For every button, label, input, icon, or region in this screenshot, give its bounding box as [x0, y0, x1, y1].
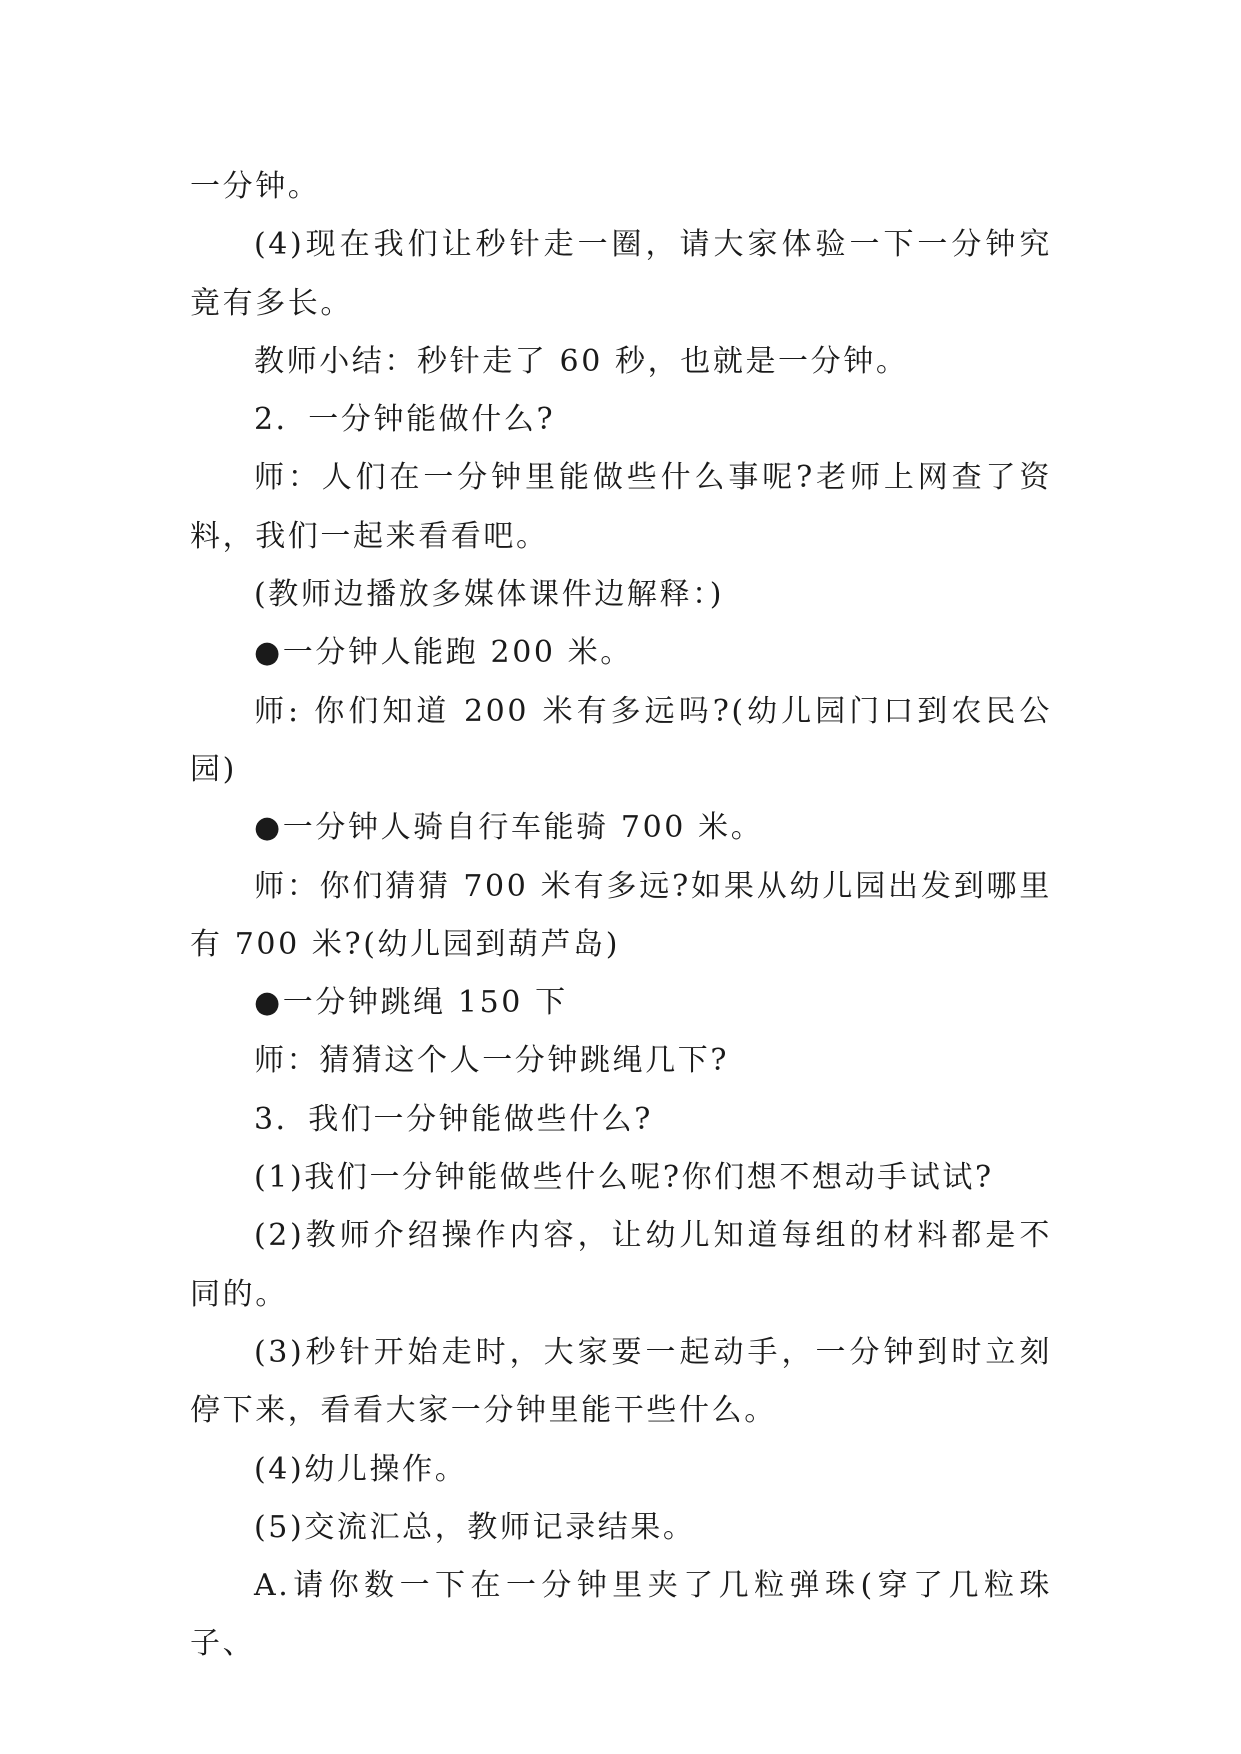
- paragraph: (3)秒针开始走时，大家要一起动手，一分钟到时立刻停下来，看看大家一分钟里能干些什么。: [190, 1334, 1052, 1429]
- paragraph: (1)我们一分钟能做些什么呢?你们想不想动手试试?: [254, 1160, 994, 1196]
- section-heading: 3．我们一分钟能做些什么?: [254, 1101, 653, 1137]
- paragraph: 师：人们在一分钟里能做些什么事呢?老师上网查了资料，我们一起来看看吧。: [190, 460, 1052, 554]
- paragraph: (4)现在我们让秒针走一圈，请大家体验一下一分钟究竟有多长。: [190, 227, 1052, 321]
- paragraph: (4)幼儿操作。: [254, 1451, 468, 1487]
- bullet-item: ●一分钟跳绳 150 下: [254, 985, 568, 1021]
- paragraph: 师：猜猜这个人一分钟跳绳几下?: [254, 1043, 730, 1079]
- bullet-item: ●一分钟人骑自行车能骑 700 米。: [254, 810, 764, 846]
- paragraph: (2)教师介绍操作内容，让幼儿知道每组的材料都是不同的。: [190, 1218, 1052, 1312]
- paragraph: 师：你们猜猜 700 米有多远?如果从幼儿园出发到哪里有 700 米?(幼儿园到葫芦岛): [190, 868, 1052, 962]
- paragraph: 师: 你们知道 200 米有多远吗?(幼儿园门口到农民公园): [190, 693, 1052, 787]
- paragraph: 一分钟。: [190, 169, 321, 204]
- bullet-item: ●一分钟人能跑 200 米。: [254, 635, 633, 671]
- paragraph: 教师小结：秒针走了 60 秒，也就是一分钟。: [254, 343, 909, 379]
- paragraph: (教师边播放多媒体课件边解释：): [254, 577, 725, 613]
- paragraph: A.请你数一下在一分钟里夹了几粒弹珠(穿了几粒珠子、: [190, 1568, 1052, 1662]
- section-heading: 2．一分钟能做什么?: [254, 402, 556, 438]
- paragraph: (5)交流汇总，教师记录结果。: [254, 1509, 696, 1545]
- document-body: [190, 158, 1052, 1674]
